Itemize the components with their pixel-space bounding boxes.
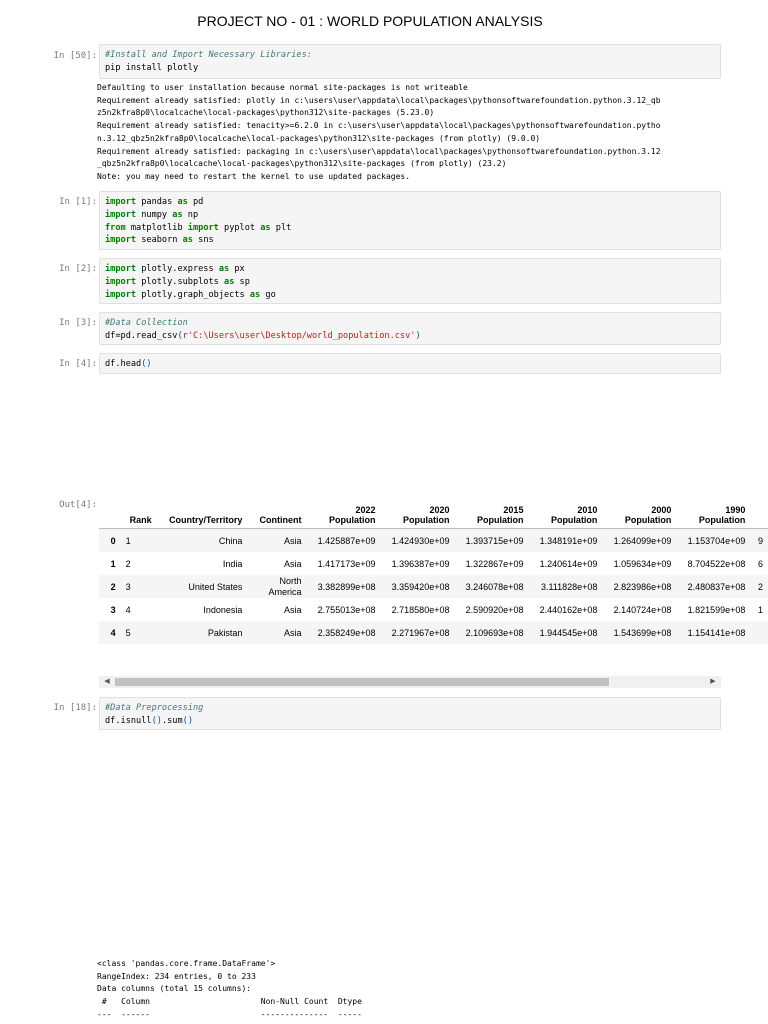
output-prompt: Out[4]: [59,500,97,510]
output-line: _qbz5n2kfra8p0\localcache\local-packages\python312\site-packages (from plotly) (23.2) [97,159,507,169]
column-header: 2000 Population [624,505,672,525]
column-header: Rank [129,515,152,525]
table-cell: 1.417173e+09 [317,558,376,569]
table-cell: 4 [125,604,131,615]
table-cell: 8.704522e+08 [687,558,746,569]
table-cell: 2.109693e+08 [465,627,524,638]
column-header: 2015 Population [476,505,524,525]
code-cell-data-collection[interactable]: #Data Collection df=pd.read_csv(r'C:\Users\user\Desktop/world_population.csv') [99,312,721,345]
table-cell: 1.059634e+09 [613,558,672,569]
table-cell: 3.111828e+08 [540,581,598,592]
row-index: 2 [110,581,116,592]
table-cell: 1.348191e+09 [539,535,598,546]
scroll-right-arrow-icon[interactable]: ▶ [710,678,716,685]
output-line: Requirement already satisfied: plotly in c:\users\user\appdata\local\packages\pythonsoftwarefoundation.python.3.12_qb [97,95,661,105]
output-line: --- ------ -------------- ----- [97,1009,362,1019]
output-line: n.3.12_qbz5n2kfra8p0\localcache\local-packages\python312\site-packages (from plotly) (9.0.0) [97,133,541,143]
column-header: 1990 Population [698,505,746,525]
table-cell: Indonesia [203,604,243,615]
table-cell: 2.590920e+08 [465,604,524,615]
table-cell: United States [188,581,243,592]
table-cell: 1 [757,604,763,615]
column-header [750,502,768,529]
table-cell: India [222,558,243,569]
output-line: z5n2kfra8p0\localcache\local-packages\python312\site-packages (5.23.0) [97,108,435,118]
table-row [99,552,768,575]
table-cell: 3.246078e+08 [465,581,524,592]
table-cell: 6 [757,558,763,569]
table-cell: 3 [125,581,131,592]
table-cell: 2.823986e+08 [613,581,672,592]
output-line: <class 'pandas.core.frame.DataFrame'> [97,959,276,968]
table-cell [750,621,768,644]
row-index: 0 [110,535,116,546]
table-cell: 1.322867e+09 [465,558,524,569]
code-comment: #Data Collection [105,318,188,328]
code-line: pip install plotly [105,62,199,73]
table-cell: 5 [125,627,131,638]
table-cell: 1.944545e+08 [539,627,598,638]
table-cell: 2.440162e+08 [539,604,598,615]
table-cell: 1.821599e+08 [687,604,746,615]
code-cell-head[interactable]: df.head() [99,353,721,374]
table-cell: 3.359420e+08 [391,581,450,592]
table-cell: China [218,535,243,546]
scrollbar-thumb[interactable] [115,678,609,686]
table-cell: 1.240614e+09 [539,558,598,569]
table-cell: 1.425887e+09 [317,535,376,546]
table-cell: 2.358249e+08 [317,627,376,638]
table-cell: 1.264099e+09 [613,535,672,546]
table-cell: 1.396387e+09 [391,558,450,569]
table-cell: Asia [283,558,302,569]
output-line: # Column Non-Null Count Dtype [97,997,362,1007]
scroll-left-arrow-icon[interactable]: ◀ [104,678,110,685]
cell-prompt: In [2]: [59,264,97,274]
column-header [99,502,121,529]
horizontal-scrollbar[interactable] [99,676,721,688]
table-cell: 2.140724e+08 [613,604,672,615]
table-cell: 1.393715e+09 [465,535,524,546]
code-cell-preprocessing[interactable]: #Data Preprocessing df.isnull().sum() [99,697,721,730]
table-cell: 2.480837e+08 [687,581,746,592]
dataframe-table [99,502,768,644]
code-comment: #Data Preprocessing [105,703,204,713]
table-row [99,529,768,553]
cell-prompt: In [50]: [53,51,97,61]
cell-prompt: In [4]: [59,359,97,369]
table-cell: Asia [283,627,302,638]
column-header: 2010 Population [550,505,598,525]
table-cell: 1 [125,535,131,546]
cell-prompt: In [3]: [59,318,97,328]
output-line: Requirement already satisfied: packaging in c:\users\user\appdata\local\packages\pythonsoftwarefoundation.python.3.12 [97,146,661,156]
row-index: 3 [110,604,116,615]
table-cell: 2.718580e+08 [391,604,450,615]
table-cell: Pakistan [207,627,243,638]
info-output [97,958,727,1022]
table-cell: 1.153704e+09 [687,535,746,546]
output-line: Requirement already satisfied: tenacity>=6.2.0 in c:\users\user\appdata\local\packages\pythonsoftwarefoundation.pytho [97,121,661,131]
code-cell-install[interactable] [99,44,721,79]
table-cell: 1.424930e+09 [391,535,450,546]
column-header: 2022 Population [328,505,376,525]
column-header: Country/Territory [169,515,243,525]
table-row [99,598,768,621]
output-line: RangeIndex: 234 entries, 0 to 233 [97,971,256,981]
cell-prompt: In [1]: [59,197,97,207]
output-line: Note: you may need to restart the kernel to use updated packages. [97,171,411,181]
output-line: Defaulting to user installation because normal site-packages is not writeable [97,83,468,92]
csv-path-string: r'C:\Users\user\Desktop/world_population.csv' [182,330,416,341]
page-title: PROJECT NO - 01 : WORLD POPULATION ANALYSIS [197,13,543,29]
table-cell: 2.271967e+08 [391,627,450,638]
table-cell: 2.755013e+08 [317,604,376,615]
table-row [99,575,768,598]
table-row [99,621,768,644]
row-index: 1 [110,558,116,569]
column-header: 2020 Population [402,505,450,525]
output-line: Data columns (total 15 columns): [97,984,252,994]
cell-prompt: In [18]: [53,703,97,713]
table-cell: 3.382899e+08 [317,581,376,592]
row-index: 4 [110,627,116,638]
table-cell: Asia [283,604,302,615]
table-cell: Asia [283,535,302,546]
pip-output [97,82,727,184]
code-comment: #Install and Import Necessary Libraries: [105,50,312,60]
column-header: Continent [259,515,302,525]
code-cell-imports[interactable]: import pandas as pd import numpy as np from matplotlib import pyplot as plt import seaborn as sns [99,191,721,250]
table-cell: 2 [125,558,131,569]
table-cell: 9 [757,535,763,546]
table-cell: 1.543699e+08 [613,627,672,638]
table-cell: North America [268,575,302,597]
table-cell: 2 [757,581,763,592]
code-cell-plotly-imports[interactable]: import plotly.express as px import plotly.subplots as sp import plotly.graph_objects as go [99,258,721,304]
table-cell: 1.154141e+08 [687,627,746,638]
